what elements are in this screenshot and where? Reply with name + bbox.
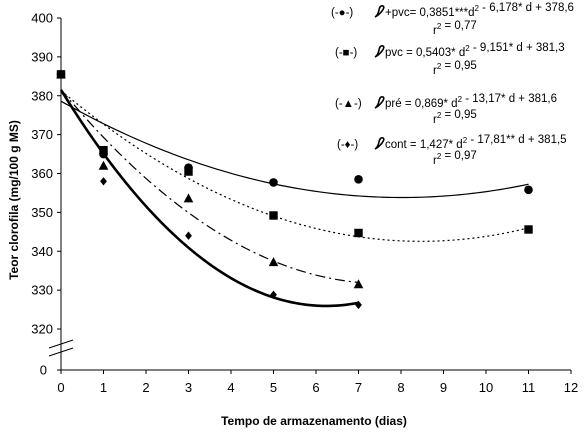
y-tick-label: 340 <box>31 243 53 259</box>
x-tick-label: 3 <box>184 380 193 395</box>
data-point-pvc <box>184 167 192 175</box>
legend-r2-cont: $r^2 = 0,97$ <box>433 150 477 167</box>
x-tick-label: 0 <box>57 380 65 395</box>
x-tick-label: 5 <box>269 380 278 395</box>
data-point-cont <box>100 177 107 185</box>
legend-equation-pvc: pvc = 0,5403* $d^2 - 9,151*$ d + 381,3 <box>385 42 565 59</box>
legend-symbol-cont: (-♦-) <box>337 139 359 151</box>
legend-r2-cpvc: $r^2 = 0,77$ <box>433 20 477 37</box>
y-tick-label: 360 <box>31 166 53 181</box>
y-tick-label: 350 <box>31 204 53 220</box>
axes <box>49 18 571 374</box>
tick-labels <box>31 11 578 396</box>
y-tick-label: 400 <box>31 10 53 26</box>
data-point-pvc <box>524 225 532 233</box>
data-point-pre <box>354 279 364 288</box>
legend-equation-cpvc: $+pvc= 0,3851***d^2 - 6,178*$ d + 378,6 <box>385 2 574 19</box>
legend <box>331 2 574 167</box>
legend-symbol-pre: (-▲-) <box>335 98 362 110</box>
data-point-pvc <box>99 146 107 154</box>
x-tick-label: 2 <box>142 380 150 395</box>
script-letter-icon <box>375 97 384 108</box>
legend-r2-pre: $r^2 = 0,95$ <box>433 109 477 126</box>
data-point-pvc <box>269 211 277 219</box>
x-tick-label: 6 <box>312 380 320 395</box>
y-tick-label: 330 <box>31 282 53 298</box>
x-tick-label: 4 <box>227 380 235 395</box>
fit-curves <box>61 90 529 306</box>
x-tick-label: 10 <box>478 380 494 395</box>
data-point-cpvc <box>354 175 363 184</box>
script-letter-icon <box>375 6 384 17</box>
data-point-cpvc <box>269 178 278 187</box>
y-tick-label: 320 <box>31 321 53 337</box>
data-point-pre <box>184 193 194 202</box>
data-point-pvc <box>354 229 362 237</box>
data-point-cpvc <box>524 186 533 195</box>
x-tick-label: 12 <box>563 380 579 395</box>
data-point-pre <box>269 257 279 266</box>
fit-curve-pre <box>61 90 359 283</box>
data-markers <box>56 69 533 309</box>
y-axis-label: Teor clorofila (mg/100 g MS) <box>7 120 21 280</box>
legend-symbol-pvc: (-■-) <box>335 47 358 59</box>
x-tick-label: 1 <box>99 380 108 395</box>
x-axis-label: Tempo de armazenamento (dias) <box>221 414 407 428</box>
legend-symbol-cpvc: (-●-) <box>331 7 354 19</box>
legend-r2-pvc: $r^2 = 0,95$ <box>433 60 477 77</box>
legend-equation-pre: pré = 0,869* $d^2 - 13,17*$ d + 381,6 <box>385 93 557 110</box>
x-tick-label: 7 <box>354 380 363 395</box>
y-tick-label-zero: 0 <box>39 362 47 378</box>
script-letter-icon <box>375 46 384 57</box>
fit-curve-cont <box>61 90 359 306</box>
y-tick-label: 390 <box>31 49 53 65</box>
legend-equation-cont: cont = 1,427* $d^2 - 17,81**$ d + 381,5 <box>385 134 567 151</box>
x-tick-label: 8 <box>397 380 405 395</box>
data-point-cont <box>185 232 192 240</box>
data-point-pre <box>99 161 109 170</box>
y-tick-label: 380 <box>31 88 53 104</box>
x-tick-label: 9 <box>439 380 448 395</box>
x-tick-label: 11 <box>521 380 536 395</box>
y-tick-label: 370 <box>31 127 53 143</box>
script-letter-icon <box>375 138 384 149</box>
